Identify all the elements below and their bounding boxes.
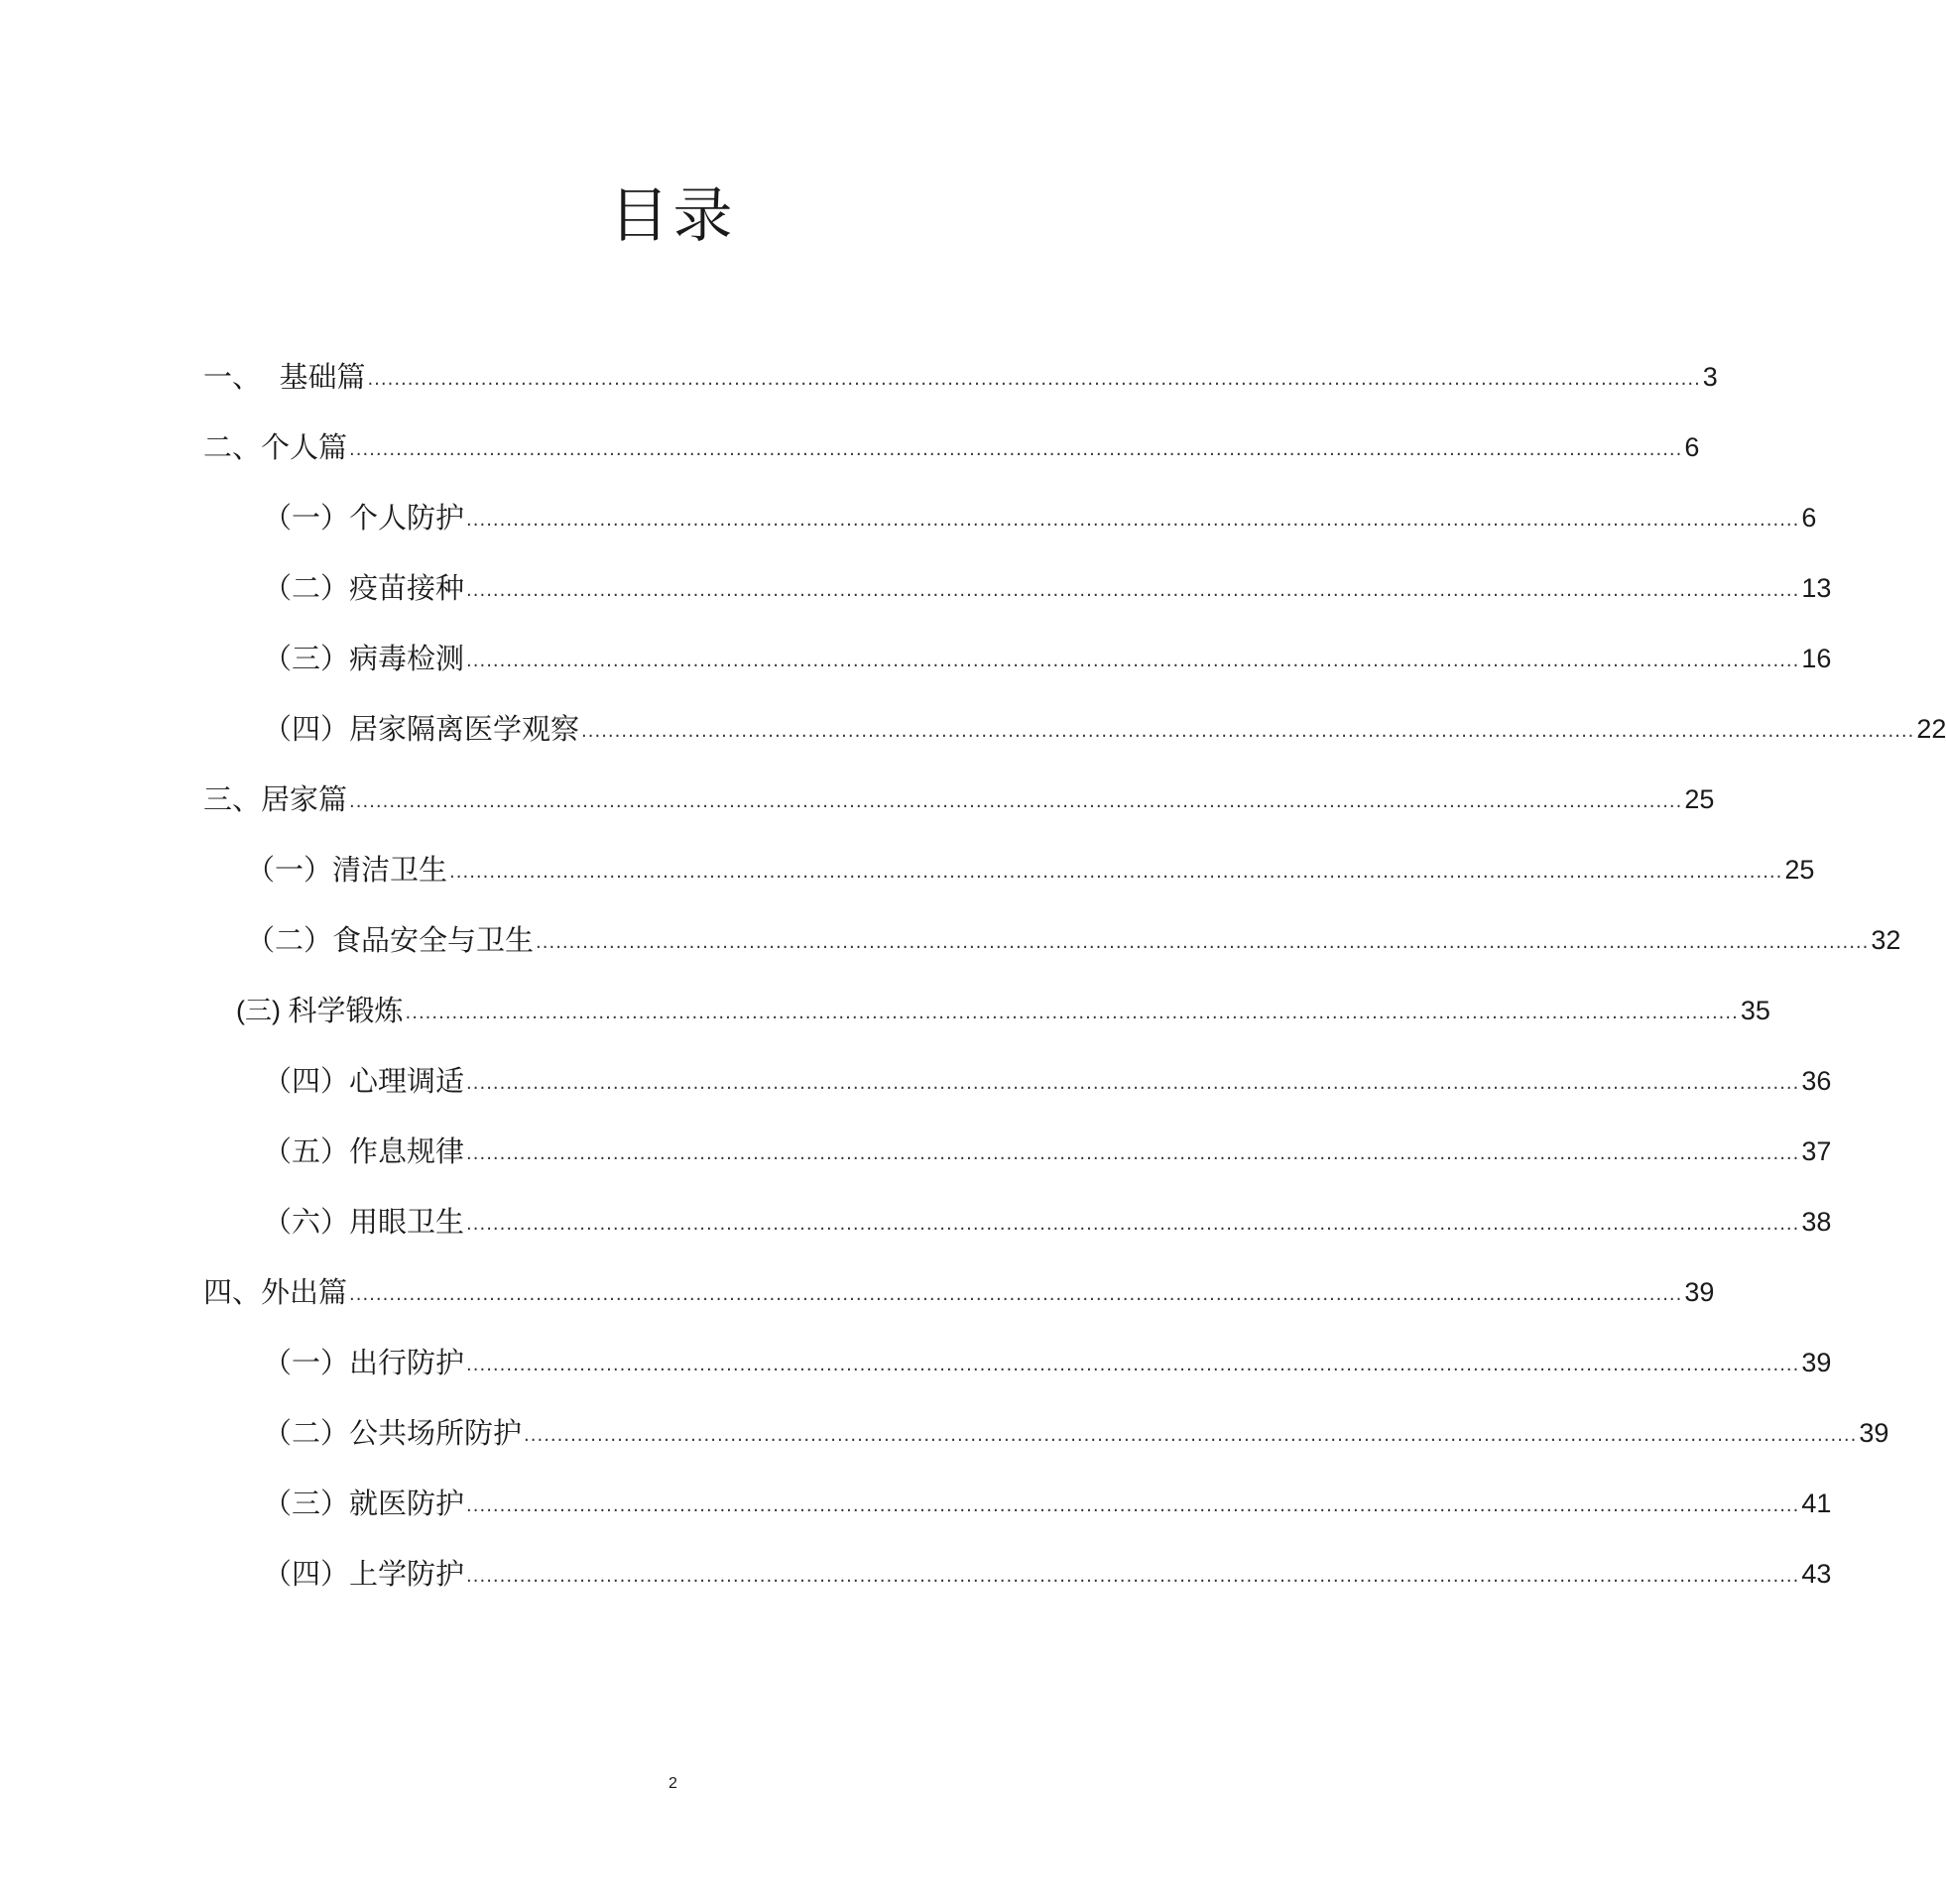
toc-entry-label: 个人篇 <box>261 430 348 464</box>
toc-entry-regular-routine[interactable] <box>263 1130 1832 1169</box>
toc-leader-dots: ........................................................................................................................................................................................................ <box>349 791 1683 812</box>
toc-entry-number: （四） <box>263 712 350 746</box>
toc-entry-number: （一） <box>246 853 333 887</box>
toc-entry-label: 病毒检测 <box>349 642 465 675</box>
toc-entry-number: 四、 <box>203 1275 262 1309</box>
toc-entry-page: 39 <box>1859 1418 1889 1448</box>
toc-entry-page: 35 <box>1740 996 1770 1025</box>
toc-entry-scientific-exercise[interactable] <box>236 989 1770 1028</box>
page-number: 2 <box>669 1775 677 1792</box>
toc-entry-label: 外出篇 <box>261 1275 348 1309</box>
toc-entry-number: （二） <box>263 1416 350 1450</box>
toc-leader-dots: ........................................................................................................................................................................................................ <box>466 1143 1800 1164</box>
toc-entry-number: （五） <box>263 1134 350 1168</box>
toc-entry-number: （三） <box>263 642 350 675</box>
toc-entry-page: 22 <box>1916 714 1946 744</box>
toc-entry-personal[interactable] <box>203 425 1700 465</box>
toc-entry-home[interactable] <box>203 777 1715 817</box>
toc-entry-page: 43 <box>1801 1559 1832 1589</box>
toc-entry-label: 清洁卫生 <box>332 853 448 887</box>
toc-entry-going-out[interactable] <box>203 1270 1715 1310</box>
toc-entry-label: 心理调适 <box>349 1064 465 1098</box>
toc-entry-page: 16 <box>1801 644 1832 673</box>
toc-entry-label: 用眼卫生 <box>349 1205 465 1239</box>
toc-entry-number: （二） <box>263 571 350 605</box>
toc-entry-medical-visit[interactable] <box>263 1482 1832 1521</box>
toc-leader-dots: ........................................................................................................................................................................................................ <box>449 862 1783 883</box>
toc-entry-vaccination[interactable] <box>263 566 1832 606</box>
toc-leader-dots: ........................................................................................................................................................................................................ <box>367 369 1701 390</box>
toc-entry-page: 32 <box>1871 925 1901 955</box>
toc-entry-home-quarantine[interactable] <box>263 707 1946 747</box>
toc-entry-label: 就医防护 <box>349 1487 465 1520</box>
toc-entry-page: 41 <box>1801 1488 1832 1518</box>
toc-leader-dots: ........................................................................................................................................................................................................ <box>466 1355 1800 1375</box>
toc-entry-eye-hygiene[interactable] <box>263 1200 1832 1240</box>
toc-entry-label: 疫苗接种 <box>349 571 465 605</box>
toc-leader-dots: ........................................................................................................................................................................................................ <box>524 1425 1858 1446</box>
toc-entry-number: （六） <box>263 1205 350 1239</box>
toc-entry-cleaning-hygiene[interactable] <box>246 848 1815 888</box>
toc-entry-personal-protection[interactable] <box>263 496 1817 536</box>
toc-entry-label: 个人防护 <box>349 501 465 535</box>
toc-entry-food-safety[interactable] <box>246 918 1901 958</box>
toc-entry-page: 37 <box>1801 1136 1832 1166</box>
toc-entry-label: 出行防护 <box>349 1346 465 1379</box>
toc-entry-number: (三) <box>236 996 289 1025</box>
toc-entry-label: 公共场所防护 <box>349 1416 523 1450</box>
toc-entry-page: 39 <box>1801 1348 1832 1377</box>
toc-leader-dots: ........................................................................................................................................................................................................ <box>405 1003 1739 1023</box>
toc-entry-page: 25 <box>1784 855 1815 885</box>
toc-entry-number: （二） <box>246 923 333 957</box>
toc-entry-number: （四） <box>263 1064 350 1098</box>
toc-entry-label: 作息规律 <box>349 1134 465 1168</box>
toc-entry-page: 38 <box>1801 1207 1832 1237</box>
toc-entry-number: 二、 <box>203 430 262 464</box>
toc-entry-number: （四） <box>263 1557 350 1591</box>
toc-entry-basics[interactable] <box>203 355 1718 395</box>
toc-leader-dots: ........................................................................................................................................................................................................ <box>349 439 1683 460</box>
toc-entry-public-places[interactable] <box>263 1411 1889 1451</box>
toc-leader-dots: ........................................................................................................................................................................................................ <box>466 510 1800 531</box>
toc-entry-number: （一） <box>263 1346 350 1379</box>
toc-entry-number: （一） <box>263 501 350 535</box>
toc-entry-page: 36 <box>1801 1066 1832 1096</box>
page-title: 目录 <box>609 181 737 251</box>
toc-entry-virus-testing[interactable] <box>263 637 1832 676</box>
toc-entry-school-protection[interactable] <box>263 1552 1832 1592</box>
toc-entry-page: 6 <box>1801 503 1817 533</box>
toc-entry-label: 居家隔离医学观察 <box>349 712 580 746</box>
toc-entry-number: （三） <box>263 1487 350 1520</box>
toc-leader-dots: ........................................................................................................................................................................................................ <box>466 1214 1800 1235</box>
toc-leader-dots: ........................................................................................................................................................................................................ <box>466 580 1800 601</box>
toc-entry-label: 基础篇 <box>279 360 366 394</box>
toc-entry-page: 3 <box>1702 362 1718 392</box>
toc-leader-dots: ........................................................................................................................................................................................................ <box>536 932 1870 953</box>
toc-entry-number: 三、 <box>203 782 262 816</box>
toc-entry-mental-adjustment[interactable] <box>263 1059 1832 1099</box>
toc-leader-dots: ........................................................................................................................................................................................................ <box>466 651 1800 671</box>
toc-leader-dots: ........................................................................................................................................................................................................ <box>466 1073 1800 1094</box>
toc-entry-travel-protection[interactable] <box>263 1341 1832 1380</box>
toc-leader-dots: ........................................................................................................................................................................................................ <box>466 1495 1800 1516</box>
toc-leader-dots: ........................................................................................................................................................................................................ <box>466 1566 1800 1587</box>
toc-entry-label: 科学锻炼 <box>288 994 404 1027</box>
toc-leader-dots: ........................................................................................................................................................................................................ <box>581 721 1915 742</box>
toc-entry-label: 居家篇 <box>261 782 348 816</box>
toc-leader-dots: ........................................................................................................................................................................................................ <box>349 1284 1683 1305</box>
toc-entry-page: 25 <box>1684 784 1715 814</box>
toc-entry-page: 6 <box>1684 432 1700 462</box>
toc-entry-number: 一、 <box>203 360 280 394</box>
toc-entry-label: 食品安全与卫生 <box>332 923 535 957</box>
toc-entry-page: 39 <box>1684 1277 1715 1307</box>
toc-entry-label: 上学防护 <box>349 1557 465 1591</box>
toc-entry-page: 13 <box>1801 573 1832 603</box>
